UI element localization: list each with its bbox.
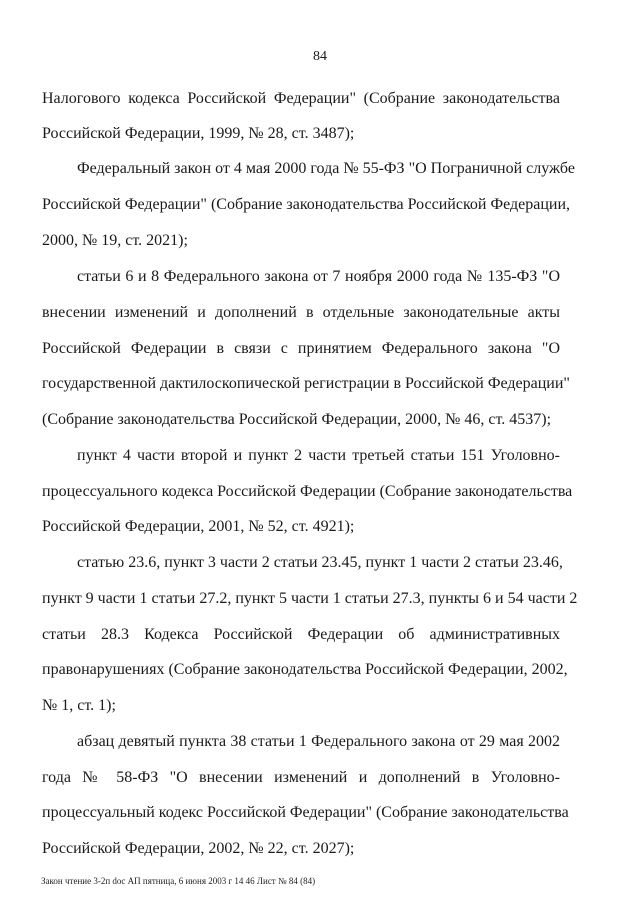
document-footer: Закон чтение 3-2п doc АП пятница, 6 июня 2003 г 14 46 Лист № 84 (84) [41,876,316,886]
text-line: государственной дактилоскопической регистрации в Российской Федерации" [42,375,570,392]
text-line: Российской Федерации, 2001, № 52, ст. 4921); [42,518,355,535]
page-number: 84 [313,49,327,64]
text-line: статьи 28.3 Кодекса Российской Федерации об административных [42,626,560,643]
text-line: пункт 9 части 1 статьи 27.2, пункт 5 части 1 статьи 27.3, пункты 6 и 54 части 2 [42,590,578,607]
text-line: года № 58-ФЗ "О внесении изменений и дополнений в Уголовно- [42,769,560,786]
text-line: Российской Федерации, 2002, № 22, ст. 2027); [42,840,355,857]
text-line: Федеральный закон от 4 мая 2000 года № 55-ФЗ "О Пограничной службе [77,160,575,177]
text-line: 2000, № 19, ст. 2021); [42,232,188,249]
text-line: пункт 4 части второй и пункт 2 части третьей статьи 151 Уголовно- [77,447,560,464]
text-line: № 1, ст. 1); [42,697,116,714]
text-line: Российской Федерации" (Собрание законодательства Российской Федерации, [42,196,571,213]
text-line: процессуального кодекса Российской Федерации (Собрание законодательства [42,483,573,500]
text-line: статьи 6 и 8 Федерального закона от 7 ноября 2000 года № 135-ФЗ "О [77,268,560,285]
text-line: Налогового кодекса Российской Федерации" (Собрание законодательства [42,90,560,107]
text-line: абзац девятый пункта 38 статьи 1 Федерального закона от 29 мая 2002 [77,733,560,750]
text-line: правонарушениях (Собрание законодательства Российской Федерации, 2002, [42,661,568,678]
text-line: внесении изменений и дополнений в отдельные законодательные акты [42,304,560,321]
text-line: Российской Федерации в связи с принятием Федерального закона "О [42,340,560,357]
text-line: (Собрание законодательства Российской Федерации, 2000, № 46, ст. 4537); [42,411,552,428]
text-line: статью 23.6, пункт 3 части 2 статьи 23.45, пункт 1 части 2 статьи 23.46, [77,554,563,571]
text-line: Российской Федерации, 1999, № 28, ст. 3487); [42,125,355,142]
text-line: процессуальный кодекс Российской Федерации" (Собрание законодательства [42,804,569,821]
